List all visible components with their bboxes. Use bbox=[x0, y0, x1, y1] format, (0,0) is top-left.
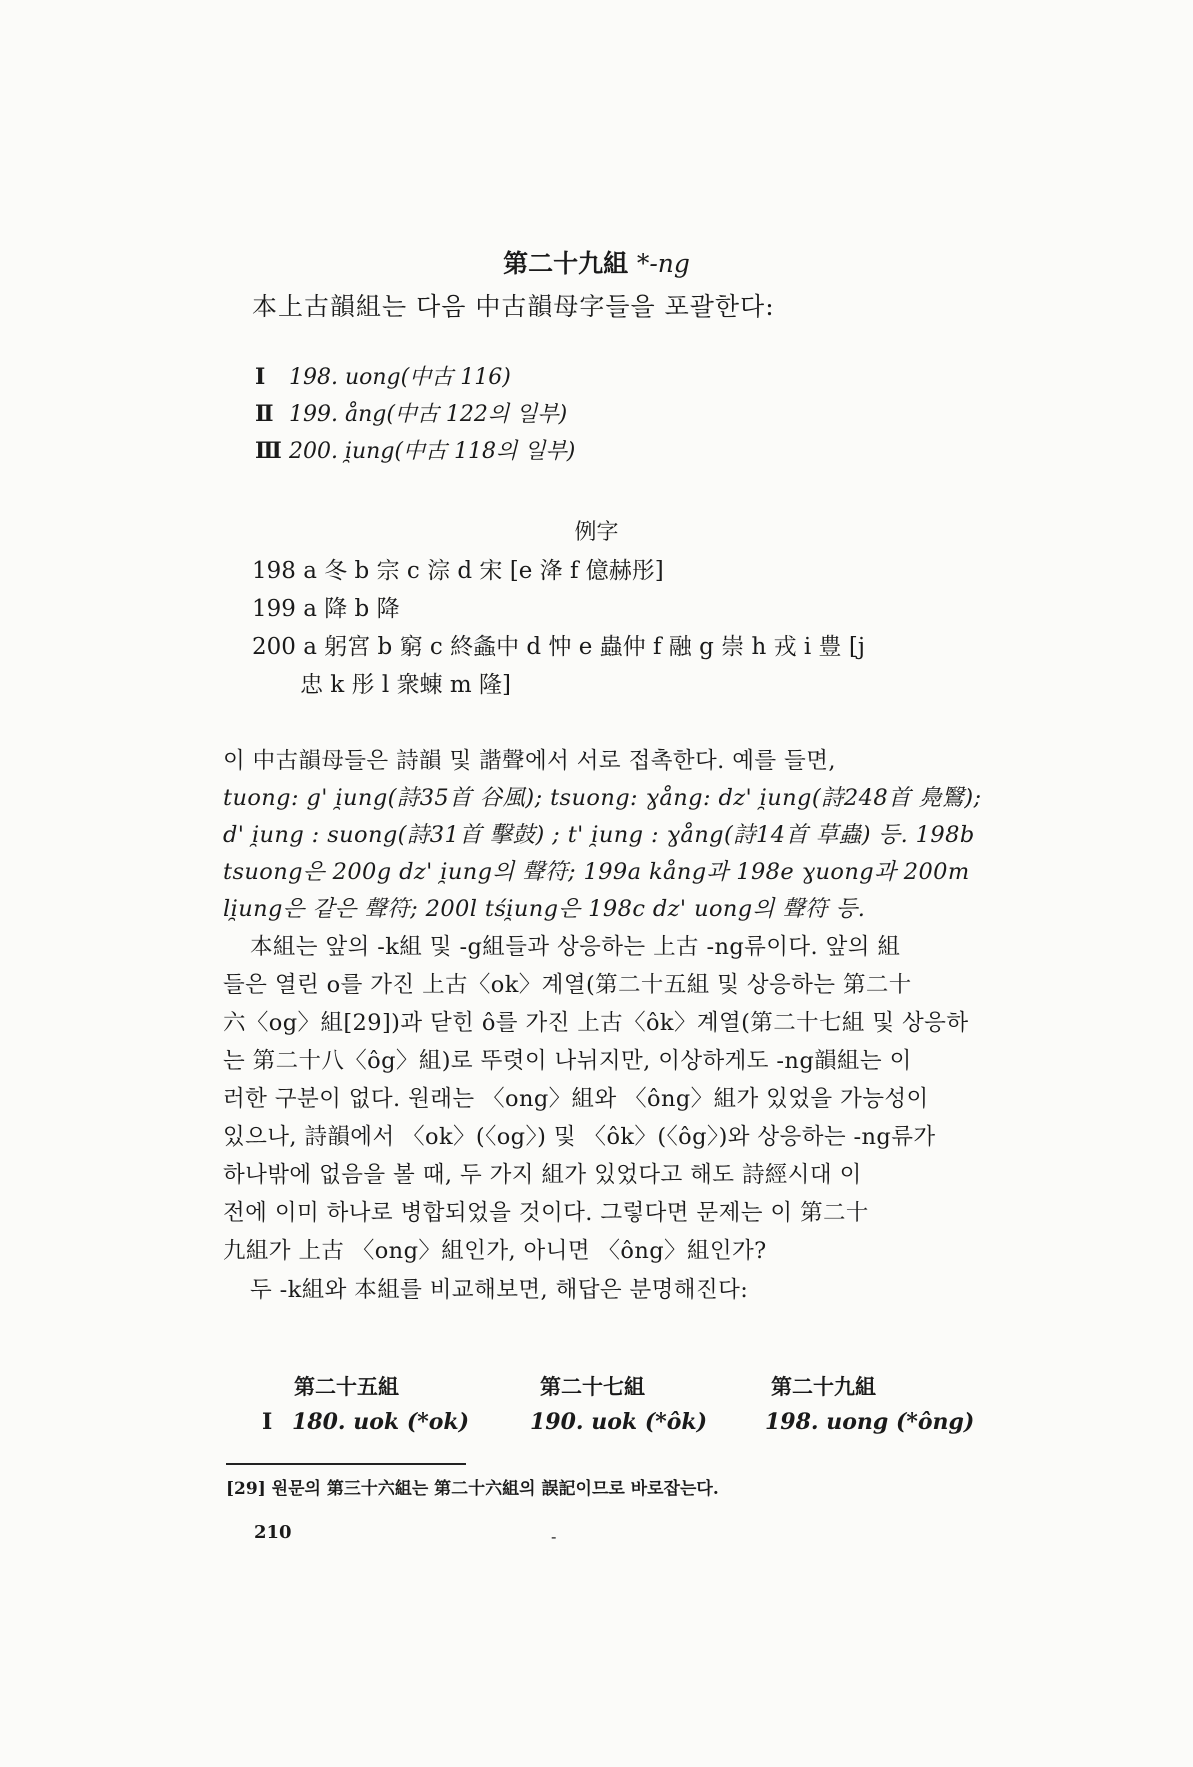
final-text: 198. uong(中古 116) bbox=[289, 365, 511, 390]
table-cell bbox=[765, 1409, 974, 1435]
roman-numeral: Ⅲ bbox=[255, 438, 282, 464]
paragraph-line: 이 中古韻母들은 詩韻 및 諧聲에서 서로 접촉한다. 예를 들면, bbox=[223, 748, 836, 774]
group-title-main: 第二十九組 bbox=[503, 249, 637, 278]
table-roman: Ⅰ bbox=[262, 1409, 273, 1435]
footnote: [29] 원문의 第三十六組는 第二十六組의 誤記이므로 바로잡는다. bbox=[226, 1479, 719, 1499]
example-line: 199 a 降 b 降 bbox=[252, 596, 400, 622]
table-cell bbox=[530, 1409, 707, 1435]
paragraph-line: 전에 이미 하나로 병합되었을 것이다. 그렇다면 문제는 이 第二十 bbox=[223, 1200, 869, 1226]
paragraph-line: li̯ung은 같은 聲符; 200l tśi̯ung은 198c dz' uong의 聲符 등. bbox=[223, 896, 866, 922]
paragraph-line: 九組가 上古 〈ong〉組인가, 아니면 〈ông〉組인가? bbox=[223, 1238, 767, 1264]
table-cell-text: 180. uok (*ok) bbox=[292, 1409, 470, 1435]
group-title bbox=[0, 244, 1193, 280]
table-header: 第二十九組 bbox=[771, 1374, 876, 1399]
group-title-symbol: *-ng bbox=[636, 249, 690, 278]
example-line: 200 a 躬宮 b 窮 c 終螽中 d 忡 e 蟲仲 f 融 g 崇 h 戎 i 豊 [j bbox=[252, 634, 865, 660]
table-header: 第二十七組 bbox=[540, 1374, 645, 1399]
paragraph-line: 러한 구분이 없다. 원래는 〈ong〉組와 〈ông〉組가 있었을 가능성이 bbox=[223, 1086, 929, 1112]
paragraph-line: 들은 열린 o를 가진 上古〈ok〉계열(第二十五組 및 상응하는 第二十 bbox=[223, 972, 912, 998]
table-header: 第二十五組 bbox=[294, 1374, 399, 1399]
example-line: 198 a 冬 b 宗 c 淙 d 宋 [e 洚 f 億赫彤] bbox=[252, 558, 664, 584]
intro-line: 本上古韻組는 다음 中古韻母字들을 포괄한다: bbox=[252, 292, 775, 321]
paragraph-line: tuong: g' i̯ung(詩35首 谷風); tsuong: ɣång: dz' i̯ung(詩248首 鳧鷖); bbox=[223, 785, 982, 811]
roman-numeral: Ⅱ bbox=[255, 401, 274, 427]
table-cell-text: 190. uok (*ôk) bbox=[530, 1409, 708, 1435]
paragraph-line: d' i̯ung : suong(詩31首 擊鼓) ; t' i̯ung : ɣång(詩14首 草蟲) 등. 198b bbox=[223, 822, 975, 848]
paragraph-line: 本組는 앞의 -k組 및 -g組들과 상응하는 上古 -ng류이다. 앞의 組 bbox=[250, 934, 901, 960]
roman-numeral: Ⅰ bbox=[255, 364, 266, 390]
final-text: 200. i̯ung(中古 118의 일부) bbox=[289, 439, 576, 464]
footnote-rule bbox=[226, 1463, 466, 1465]
paragraph-line: 있으나, 詩韻에서 〈ok〉(〈og〉) 및 〈ôk〉(〈ôg〉)와 상응하는 -ng류가 bbox=[223, 1124, 936, 1150]
paragraph-line: 는 第二十八〈ôg〉組)로 뚜렷이 나뉘지만, 이상하게도 -ng韻組는 이 bbox=[223, 1048, 912, 1074]
paragraph-line: 六〈og〉組[29])과 닫힌 ô를 가진 上古〈ôk〉계열(第二十七組 및 상응하 bbox=[223, 1010, 969, 1036]
page-mark: - bbox=[551, 1527, 557, 1546]
table-cell bbox=[292, 1409, 469, 1435]
examples-label: 例字 bbox=[574, 520, 619, 545]
paragraph-line: tsuong은 200g dz' i̯ung의 聲符; 199a kång과 198e ɣuong과 200m bbox=[223, 859, 970, 885]
final-text: 199. ång(中古 122의 일부) bbox=[289, 402, 568, 427]
page-number: 210 bbox=[254, 1522, 292, 1543]
final-row bbox=[255, 434, 575, 465]
final-row bbox=[255, 397, 567, 428]
example-line: 忠 k 彤 l 衆蝀 m 隆] bbox=[300, 672, 511, 698]
final-row bbox=[255, 360, 511, 391]
table-cell-text: 198. uong (*ông) bbox=[765, 1409, 975, 1435]
paragraph-line: 두 -k組와 本組를 비교해보면, 해답은 분명해진다: bbox=[250, 1277, 749, 1303]
paragraph-line: 하나밖에 없음을 볼 때, 두 가지 組가 있었다고 해도 詩經시대 이 bbox=[223, 1162, 862, 1188]
